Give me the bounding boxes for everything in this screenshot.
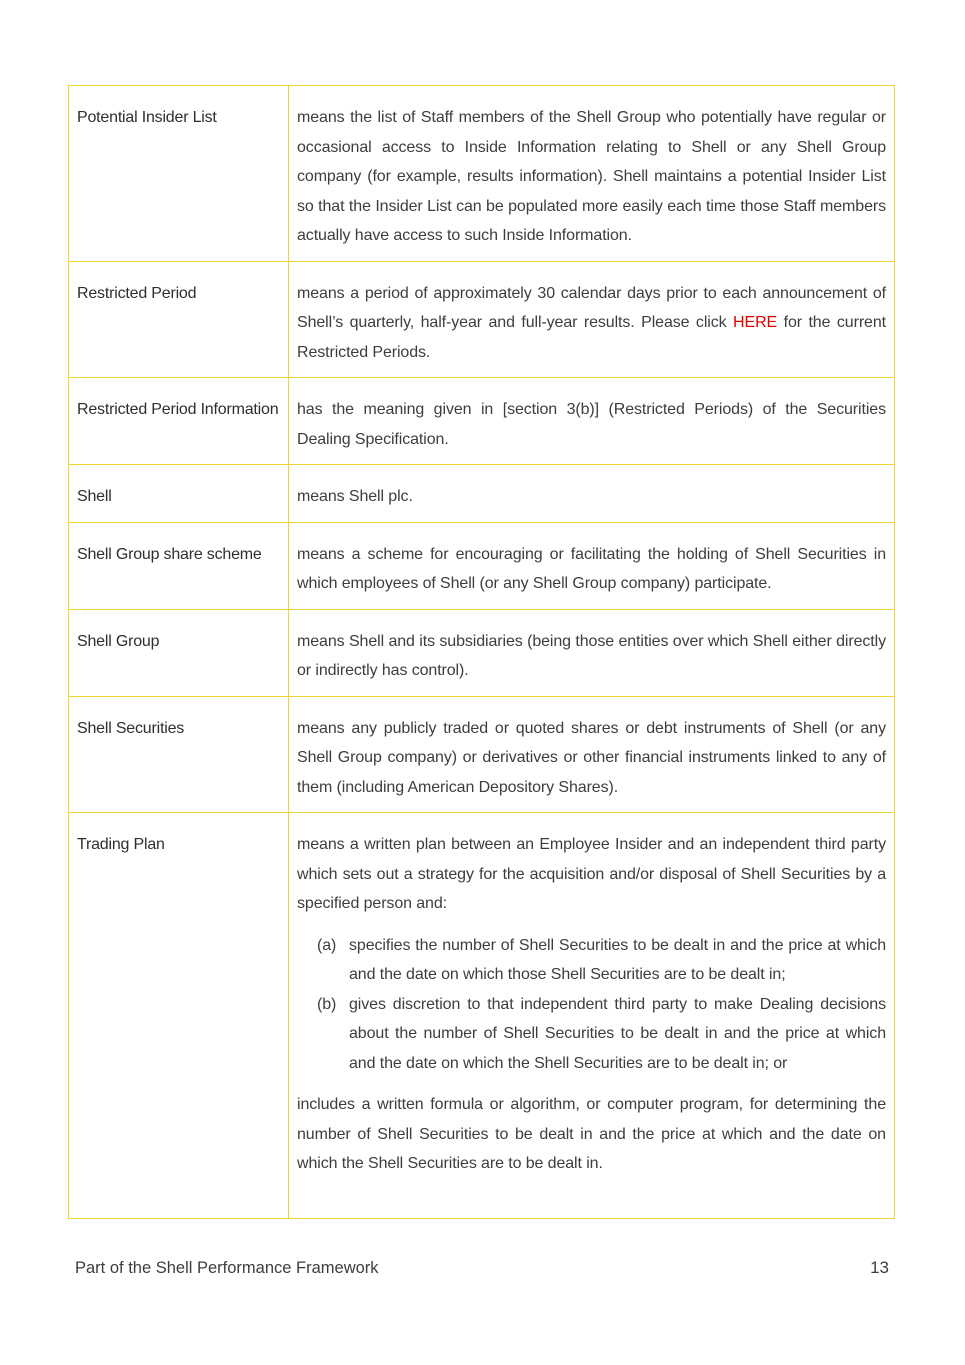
definition: has the meaning given in [section 3(b)] (Restricted Periods) of the Securities Dealing Specification. (289, 378, 895, 465)
page-number: 13 (870, 1258, 889, 1277)
table-row (69, 261, 895, 378)
term: Restricted Period Information (69, 378, 289, 465)
list-text: gives discretion to that independent third party to make Dealing decisions about the number of Shell Securities to be dealt in and the price at which and the date on which the Shell Securities are to be dealt in; or (349, 995, 886, 1072)
definition (289, 261, 895, 378)
list-item (317, 990, 886, 1079)
definition-intro: means a written plan between an Employee Insider and an independent third party which sets out a strategy for the acquisition and/or disposal of Shell Securities by a specified person and: (297, 836, 886, 912)
term: Shell Securities (69, 696, 289, 813)
definition-text: for the current Restricted Periods. (297, 314, 886, 361)
definitions-table (68, 85, 895, 1219)
list-item (317, 931, 886, 990)
table-row (69, 522, 895, 609)
definition: means Shell and its subsidiaries (being those entities over which Shell either directly or indirectly has control). (289, 609, 895, 696)
definition: means the list of Staff members of the Shell Group who potentially have regular or occasional access to Inside Information relating to Shell or any Shell Group company (for example, results information). Shell maintains a potential Insider List so that the Insider List can be populated more easily each time those Staff members actually have access to such Inside Information. (289, 86, 895, 262)
term: Shell Group (69, 609, 289, 696)
term: Trading Plan (69, 813, 289, 1219)
footer-text: Part of the Shell Performance Framework (75, 1259, 379, 1277)
definition-text: means a period of approximately 30 calendar days prior to each announcement of Shell’s quarterly, half-year and full-year results. Please click (297, 284, 886, 331)
term: Shell (69, 465, 289, 523)
list-label: (b) (317, 995, 337, 1013)
term: Shell Group share scheme (69, 522, 289, 609)
term: Restricted Period (69, 261, 289, 378)
term: Potential Insider List (69, 86, 289, 262)
table-row (69, 696, 895, 813)
table-row (69, 86, 895, 262)
here-link[interactable]: HERE (733, 314, 778, 331)
table-row (69, 609, 895, 696)
table-row (69, 465, 895, 523)
definition: means any publicly traded or quoted shares or debt instruments of Shell (or any Shell Group company) or derivatives or other financial instruments linked to any of them (including American Depository Shares). (289, 696, 895, 813)
definition-list (317, 931, 886, 1079)
definition: means a scheme for encouraging or facilitating the holding of Shell Securities in which employees of Shell (or any Shell Group company) participate. (289, 522, 895, 609)
definition (289, 813, 895, 1219)
table-row (69, 813, 895, 1219)
definition-closing: includes a written formula or algorithm, or computer program, for determining the number of Shell Securities to be dealt in and the price at which and the date on which the Shell Securities are to be dealt in. (297, 1096, 886, 1172)
list-label: (a) (317, 936, 337, 954)
definition: means Shell plc. (289, 465, 895, 523)
table-row (69, 378, 895, 465)
list-text: specifies the number of Shell Securities to be dealt in and the price at which and the date on which those Shell Securities are to be dealt in; (349, 936, 886, 983)
